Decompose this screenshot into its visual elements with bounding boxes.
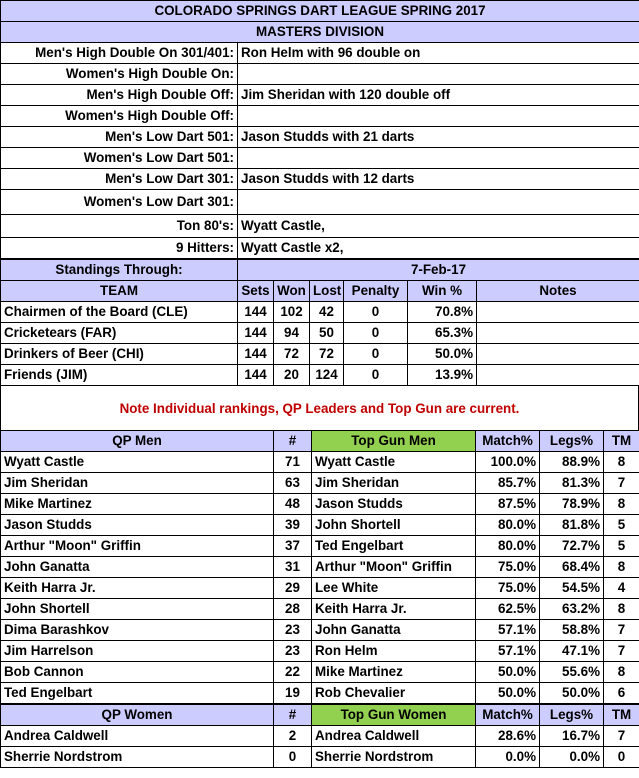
match-pct: 28.6%: [476, 726, 540, 747]
qp-points: 23: [274, 641, 312, 662]
award-value: [238, 148, 639, 169]
team-number: 8: [604, 662, 639, 683]
match-pct: 85.7%: [476, 473, 540, 494]
qp-player-name: Mike Martinez: [1, 494, 274, 515]
table-row: [1, 683, 639, 704]
table-row: [1, 599, 639, 620]
topgun-player-name: Ron Helm: [312, 641, 476, 662]
team-name: Friends (JIM): [1, 365, 238, 386]
match-pct: 80.0%: [476, 515, 540, 536]
topgun-women-header: Top Gun Women: [312, 705, 476, 726]
legs-pct: 47.1%: [540, 641, 604, 662]
match-pct: 0.0%: [476, 747, 540, 768]
legs-pct: 88.9%: [540, 452, 604, 473]
team-won: 94: [274, 323, 310, 344]
award-row: [1, 43, 639, 64]
table-row: [1, 726, 639, 747]
team-penalty: 0: [344, 344, 408, 365]
col-lost: Lost: [310, 281, 344, 302]
table-row: [1, 557, 639, 578]
qp-player-name: Sherrie Nordstrom: [1, 747, 274, 768]
team-notes: [477, 344, 639, 365]
award-label: Men's High Double On 301/401:: [1, 43, 238, 64]
topgun-player-name: Andrea Caldwell: [312, 726, 476, 747]
award-value: [238, 190, 639, 215]
qp-men-header: QP Men: [1, 431, 274, 452]
award-row: [1, 215, 639, 238]
match-pct-header: Match%: [476, 431, 540, 452]
note-row: [0, 386, 639, 430]
award-label: 9 Hitters:: [1, 238, 238, 259]
legs-pct: 68.4%: [540, 557, 604, 578]
legs-pct: 63.2%: [540, 599, 604, 620]
table-row: [1, 344, 639, 365]
legs-pct: 81.3%: [540, 473, 604, 494]
award-value: Jason Studds with 12 darts: [238, 169, 639, 190]
award-row: [1, 148, 639, 169]
topgun-player-name: Lee White: [312, 578, 476, 599]
legs-pct: 55.6%: [540, 662, 604, 683]
qp-points: 19: [274, 683, 312, 704]
men-table: [0, 430, 639, 704]
team-sets: 144: [238, 365, 274, 386]
award-value: Wyatt Castle,: [238, 215, 639, 238]
award-value: Jason Studds with 21 darts: [238, 127, 639, 148]
qp-player-name: Dima Barashkov: [1, 620, 274, 641]
team-sets: 144: [238, 323, 274, 344]
team-number: 7: [604, 473, 639, 494]
col-notes: Notes: [477, 281, 639, 302]
team-number: 7: [604, 620, 639, 641]
qp-points: 28: [274, 599, 312, 620]
topgun-player-name: Rob Chevalier: [312, 683, 476, 704]
award-value: Wyatt Castle x2,: [238, 238, 639, 259]
women-match-pct-header: Match%: [476, 705, 540, 726]
table-row: [1, 323, 639, 344]
qp-points: 71: [274, 452, 312, 473]
team-number: 8: [604, 599, 639, 620]
award-label: Men's Low Dart 501:: [1, 127, 238, 148]
topgun-player-name: Ted Engelbart: [312, 536, 476, 557]
topgun-player-name: Wyatt Castle: [312, 452, 476, 473]
award-row: [1, 64, 639, 85]
table-row: [1, 662, 639, 683]
topgun-player-name: John Shortell: [312, 515, 476, 536]
qp-player-name: Bob Cannon: [1, 662, 274, 683]
team-name: Drinkers of Beer (CHI): [1, 344, 238, 365]
match-pct: 57.1%: [476, 620, 540, 641]
award-value: Jim Sheridan with 120 double off: [238, 85, 639, 106]
team-penalty: 0: [344, 323, 408, 344]
qp-player-name: John Shortell: [1, 599, 274, 620]
awards-table: [0, 0, 639, 259]
match-pct: 50.0%: [476, 662, 540, 683]
qp-men-num-header: #: [274, 431, 312, 452]
match-pct: 75.0%: [476, 557, 540, 578]
table-row: [1, 620, 639, 641]
award-label: Men's High Double Off:: [1, 85, 238, 106]
team-win-pct: 50.0%: [408, 344, 477, 365]
match-pct: 100.0%: [476, 452, 540, 473]
table-row: [1, 452, 639, 473]
qp-player-name: Keith Harra Jr.: [1, 578, 274, 599]
table-row: [1, 536, 639, 557]
award-value: [238, 64, 639, 85]
legs-pct: 54.5%: [540, 578, 604, 599]
qp-points: 48: [274, 494, 312, 515]
qp-player-name: Jason Studds: [1, 515, 274, 536]
table-row: [1, 473, 639, 494]
note-text: Note Individual rankings, QP Leaders and Top Gun are current.: [119, 400, 520, 416]
legs-pct: 81.8%: [540, 515, 604, 536]
qp-player-name: Jim Sheridan: [1, 473, 274, 494]
legs-pct: 0.0%: [540, 747, 604, 768]
team-number: 0: [604, 747, 639, 768]
qp-points: 22: [274, 662, 312, 683]
topgun-player-name: Jim Sheridan: [312, 473, 476, 494]
match-pct: 75.0%: [476, 578, 540, 599]
team-number: 5: [604, 536, 639, 557]
team-name: Chairmen of the Board (CLE): [1, 302, 238, 323]
award-label: Women's High Double On:: [1, 64, 238, 85]
award-value: [238, 106, 639, 127]
award-value: Ron Helm with 96 double on: [238, 43, 639, 64]
qp-points: 29: [274, 578, 312, 599]
standings-label: Standings Through:: [1, 260, 238, 281]
team-penalty: 0: [344, 365, 408, 386]
team-won: 20: [274, 365, 310, 386]
team-notes: [477, 365, 639, 386]
table-row: [1, 365, 639, 386]
award-label: Men's Low Dart 301:: [1, 169, 238, 190]
award-label: Women's High Double Off:: [1, 106, 238, 127]
team-number: 8: [604, 557, 639, 578]
legs-pct-header: Legs%: [540, 431, 604, 452]
match-pct: 62.5%: [476, 599, 540, 620]
team-notes: [477, 302, 639, 323]
award-row: [1, 190, 639, 215]
qp-points: 39: [274, 515, 312, 536]
team-number: 4: [604, 578, 639, 599]
table-row: [1, 641, 639, 662]
team-win-pct: 65.3%: [408, 323, 477, 344]
qp-player-name: Wyatt Castle: [1, 452, 274, 473]
qp-points: 23: [274, 620, 312, 641]
topgun-player-name: Sherrie Nordstrom: [312, 747, 476, 768]
qp-player-name: John Ganatta: [1, 557, 274, 578]
team-won: 72: [274, 344, 310, 365]
col-win-pct: Win %: [408, 281, 477, 302]
col-penalty: Penalty: [344, 281, 408, 302]
award-row: [1, 127, 639, 148]
match-pct: 87.5%: [476, 494, 540, 515]
team-lost: 124: [310, 365, 344, 386]
legs-pct: 78.9%: [540, 494, 604, 515]
qp-points: 63: [274, 473, 312, 494]
team-win-pct: 13.9%: [408, 365, 477, 386]
match-pct: 57.1%: [476, 641, 540, 662]
league-title: COLORADO SPRINGS DART LEAGUE SPRING 2017: [1, 1, 639, 22]
team-notes: [477, 323, 639, 344]
women-tm-header: TM: [604, 705, 639, 726]
award-row: [1, 169, 639, 190]
team-sets: 144: [238, 344, 274, 365]
topgun-player-name: John Ganatta: [312, 620, 476, 641]
col-won: Won: [274, 281, 310, 302]
team-number: 7: [604, 641, 639, 662]
table-row: [1, 302, 639, 323]
team-number: 5: [604, 515, 639, 536]
award-row: [1, 85, 639, 106]
col-sets: Sets: [238, 281, 274, 302]
match-pct: 80.0%: [476, 536, 540, 557]
topgun-player-name: Arthur "Moon" Griffin: [312, 557, 476, 578]
team-number: 8: [604, 452, 639, 473]
standings-table: [0, 259, 639, 386]
table-row: [1, 494, 639, 515]
match-pct: 50.0%: [476, 683, 540, 704]
table-row: [1, 747, 639, 768]
qp-women-header: QP Women: [1, 705, 274, 726]
qp-points: 0: [274, 747, 312, 768]
qp-points: 2: [274, 726, 312, 747]
team-lost: 72: [310, 344, 344, 365]
division-title: MASTERS DIVISION: [1, 22, 639, 43]
topgun-player-name: Keith Harra Jr.: [312, 599, 476, 620]
qp-player-name: Andrea Caldwell: [1, 726, 274, 747]
legs-pct: 16.7%: [540, 726, 604, 747]
award-row: [1, 238, 639, 259]
award-label: Women's Low Dart 301:: [1, 190, 238, 215]
qp-points: 31: [274, 557, 312, 578]
legs-pct: 50.0%: [540, 683, 604, 704]
qp-player-name: Jim Harrelson: [1, 641, 274, 662]
team-number: 6: [604, 683, 639, 704]
award-label: Ton 80's:: [1, 215, 238, 238]
tm-header: TM: [604, 431, 639, 452]
team-number: 7: [604, 726, 639, 747]
table-row: [1, 578, 639, 599]
team-lost: 50: [310, 323, 344, 344]
topgun-men-header: Top Gun Men: [312, 431, 476, 452]
topgun-player-name: Mike Martinez: [312, 662, 476, 683]
legs-pct: 58.8%: [540, 620, 604, 641]
col-team: TEAM: [1, 281, 238, 302]
legs-pct: 72.7%: [540, 536, 604, 557]
table-row: [1, 515, 639, 536]
qp-player-name: Arthur "Moon" Griffin: [1, 536, 274, 557]
team-win-pct: 70.8%: [408, 302, 477, 323]
standings-date: 7-Feb-17: [238, 260, 639, 281]
award-label: Women's Low Dart 501:: [1, 148, 238, 169]
women-legs-pct-header: Legs%: [540, 705, 604, 726]
award-row: [1, 106, 639, 127]
team-won: 102: [274, 302, 310, 323]
qp-player-name: Ted Engelbart: [1, 683, 274, 704]
qp-women-num-header: #: [274, 705, 312, 726]
team-number: 8: [604, 494, 639, 515]
women-table: [0, 704, 639, 768]
team-sets: 144: [238, 302, 274, 323]
qp-points: 37: [274, 536, 312, 557]
team-name: Cricketears (FAR): [1, 323, 238, 344]
topgun-player-name: Jason Studds: [312, 494, 476, 515]
team-penalty: 0: [344, 302, 408, 323]
team-lost: 42: [310, 302, 344, 323]
